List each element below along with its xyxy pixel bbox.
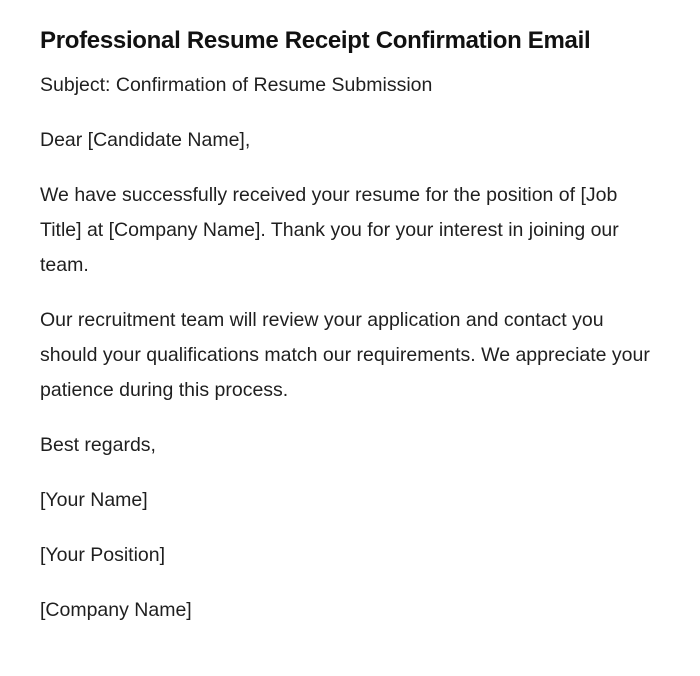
sender-company: [Company Name]: [40, 599, 192, 621]
sender-position: [Your Position]: [40, 544, 166, 566]
email-subject: Subject: Confirmation of Resume Submission: [40, 74, 433, 96]
document-title: Professional Resume Receipt Confirmation Email: [40, 27, 591, 54]
sender-name: [Your Name]: [40, 489, 148, 511]
email-document: [40, 22, 660, 648]
email-greeting: Dear [Candidate Name],: [40, 129, 251, 151]
email-body-paragraph-1: We have successfully received your resume for the position of [Job Title] at [Company Name]. Thank you for your interest in joining our team.: [40, 184, 619, 276]
email-body-paragraph-2: Our recruitment team will review your application and contact you should your qualifications match our requirements. We appreciate your patience during this process.: [40, 309, 650, 401]
email-closing: Best regards,: [40, 434, 156, 456]
